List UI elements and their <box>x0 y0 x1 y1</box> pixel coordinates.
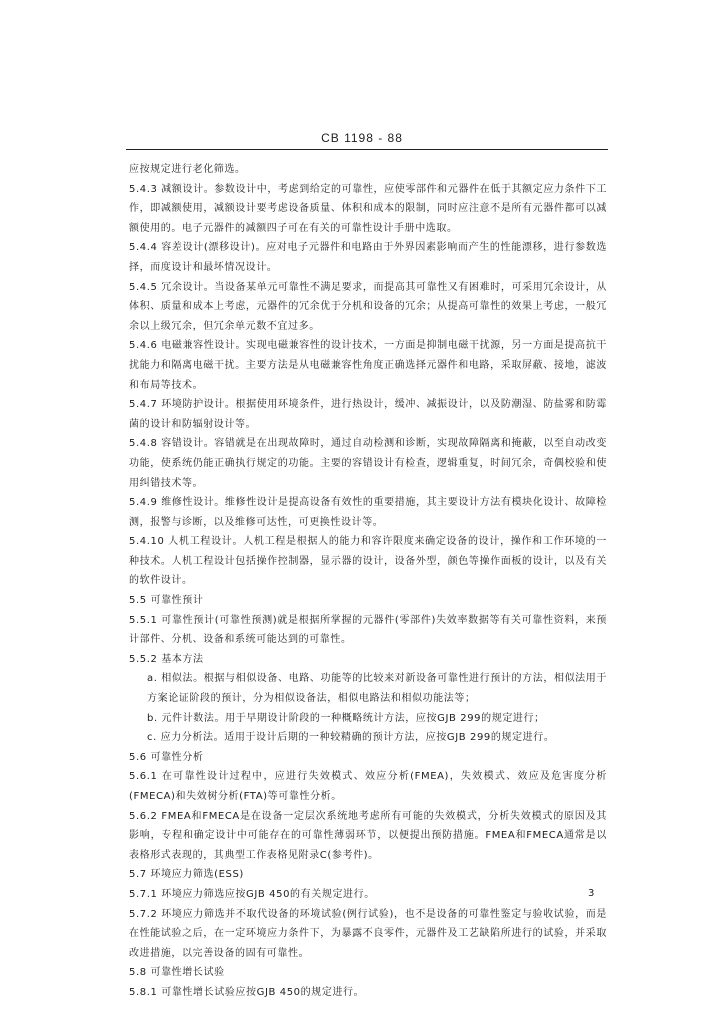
page-number: 3 <box>588 888 595 899</box>
paragraph: 5.6.2 FMEA和FMECA是在设备一定层次系统地考虑所有可能的失效模式，分析失效模式的原因及其影响，专程和确定设计中可能存在的可靠性薄弱环节，以便提出预防措施。FMEA和FMECA通常是以表格形式表现的，其典型工作表格见附录C(参考件)。 <box>129 810 607 861</box>
paragraph: 5.4.3 减额设计。参数设计中，考虑到给定的可靠性，应使零部件和元器件在低于其额定应力条件下工作，即减额使用，减额设计要考虑设备质量、体积和成本的限制，同时应注意不是所有元器件都可以减额使用的。电子元器件的减额四子可在有关的可靠性设计手册中选取。 <box>129 183 607 234</box>
section-heading: 5.6 可靠性分析 <box>129 751 204 763</box>
section-heading: 5.8 可靠性增长试验 <box>129 967 225 979</box>
paragraph: 5.4.4 容差设计(漂移设计)。应对电子元器件和电路由于外界因素影响而产生的性能漂移，进行参数选择，而度设计和最坏情况设计。 <box>129 242 607 273</box>
paragraph: 5.4.9 维修性设计。维修性设计是提高设备有效性的重要措施，其主要设计方法有模块化设计、故障检测，报警与诊断，以及维修可达性，可更换性设计等。 <box>129 497 607 528</box>
document-body <box>129 160 607 1003</box>
standard-code-header: CB 1198 - 88 <box>321 131 403 145</box>
section-heading: 5.5.2 基本方法 <box>129 653 204 665</box>
paragraph: 5.4.8 容错设计。容错就是在出现故障时，通过自动检测和诊断，实现故障隔离和掩蔽，以至自动改变功能，使系统仍能正确执行规定的功能。主要的容错设计有检查，逻辑重复，时间冗余，奇偶校验和使用纠错技术等。 <box>129 438 607 489</box>
paragraph: c. 应力分析法。适用于设计后期的一种较精确的预计方法，应按GJB 299的规定进行。 <box>147 732 555 744</box>
paragraph: 5.7.1 环境应力筛选应按GJB 450的有关规定进行。 <box>129 888 375 900</box>
paragraph: b. 元件计数法。用于早期设计阶段的一种概略统计方法，应按GJB 299的规定进行； <box>147 712 545 724</box>
paragraph: 5.8.1 可靠性增长试验应按GJB 450的规定进行。 <box>129 986 365 998</box>
paragraph: 5.4.7 环境防护设计。根据使用环境条件，进行热设计，缓冲、减振设计，以及防潮湿、防盐雾和防霉菌的设计和防辐射设计等。 <box>129 399 607 430</box>
paragraph: 5.4.5 冗余设计。当设备某单元可靠性不满足要求，而提高其可靠性又有困难时，可采用冗余设计，从体积、质量和成本上考虑，元器件的冗余优于分机和设备的冗余；从提高可靠性的效果上考虑，一般冗余以上级冗余，但冗余单元数不宜过多。 <box>129 281 607 332</box>
paragraph: a. 相似法。根据与相似设备、电路、功能等的比较来对新设备可靠性进行预计的方法，相似法用于方案论证阶段的预计，分为相似设备法，相似电路法和相似功能法等； <box>147 673 607 705</box>
paragraph: 5.5.1 可靠性预计(可靠性预测)就是根据所掌握的元器件(零部件)失效率数据等有关可靠性资料，来预计部件、分机、设备和系统可能达到的可靠性。 <box>129 614 607 646</box>
paragraph: 5.6.1 在可靠性设计过程中，应进行失效模式、效应分析(FMEA)，失效模式、效应及危害度分析(FMECA)和失效树分析(FTA)等可靠性分析。 <box>129 771 607 802</box>
paragraph: 5.4.6 电磁兼容性设计。实现电磁兼容性的设计技术，一方面是抑制电磁干扰源，另一方面是提高抗干扰能力和隔离电磁干扰。主要方法是从电磁兼容性角度正确选择元器件和电路，采取屏蔽、接地，滤波和布局等技术。 <box>129 340 607 391</box>
paragraph: 5.4.10 人机工程设计。人机工程是根据人的能力和容许限度来确定设备的设计，操作和工作环境的一种技术。人机工程设计包括操作控制器，显示器的设计，设备外型，颜色等操作面板的设计，以及有关的软件设计。 <box>129 536 607 587</box>
paragraph: 应按规定进行老化筛选。 <box>129 164 246 175</box>
section-heading: 5.7 环境应力筛选(ESS) <box>129 869 244 881</box>
section-heading: 5.5 可靠性预计 <box>129 595 204 607</box>
header-rule <box>126 149 608 150</box>
paragraph: 5.7.2 环境应力筛选并不取代设备的环境试验(例行试验)，也不是设备的可靠性鉴定与验收试验，而是在性能试验之后，在一定环境应力条件下，为暴露不良零件，元器件及工艺缺陷所进行的试验，并采取改进措施，以完善设备的固有可靠性。 <box>129 908 607 959</box>
